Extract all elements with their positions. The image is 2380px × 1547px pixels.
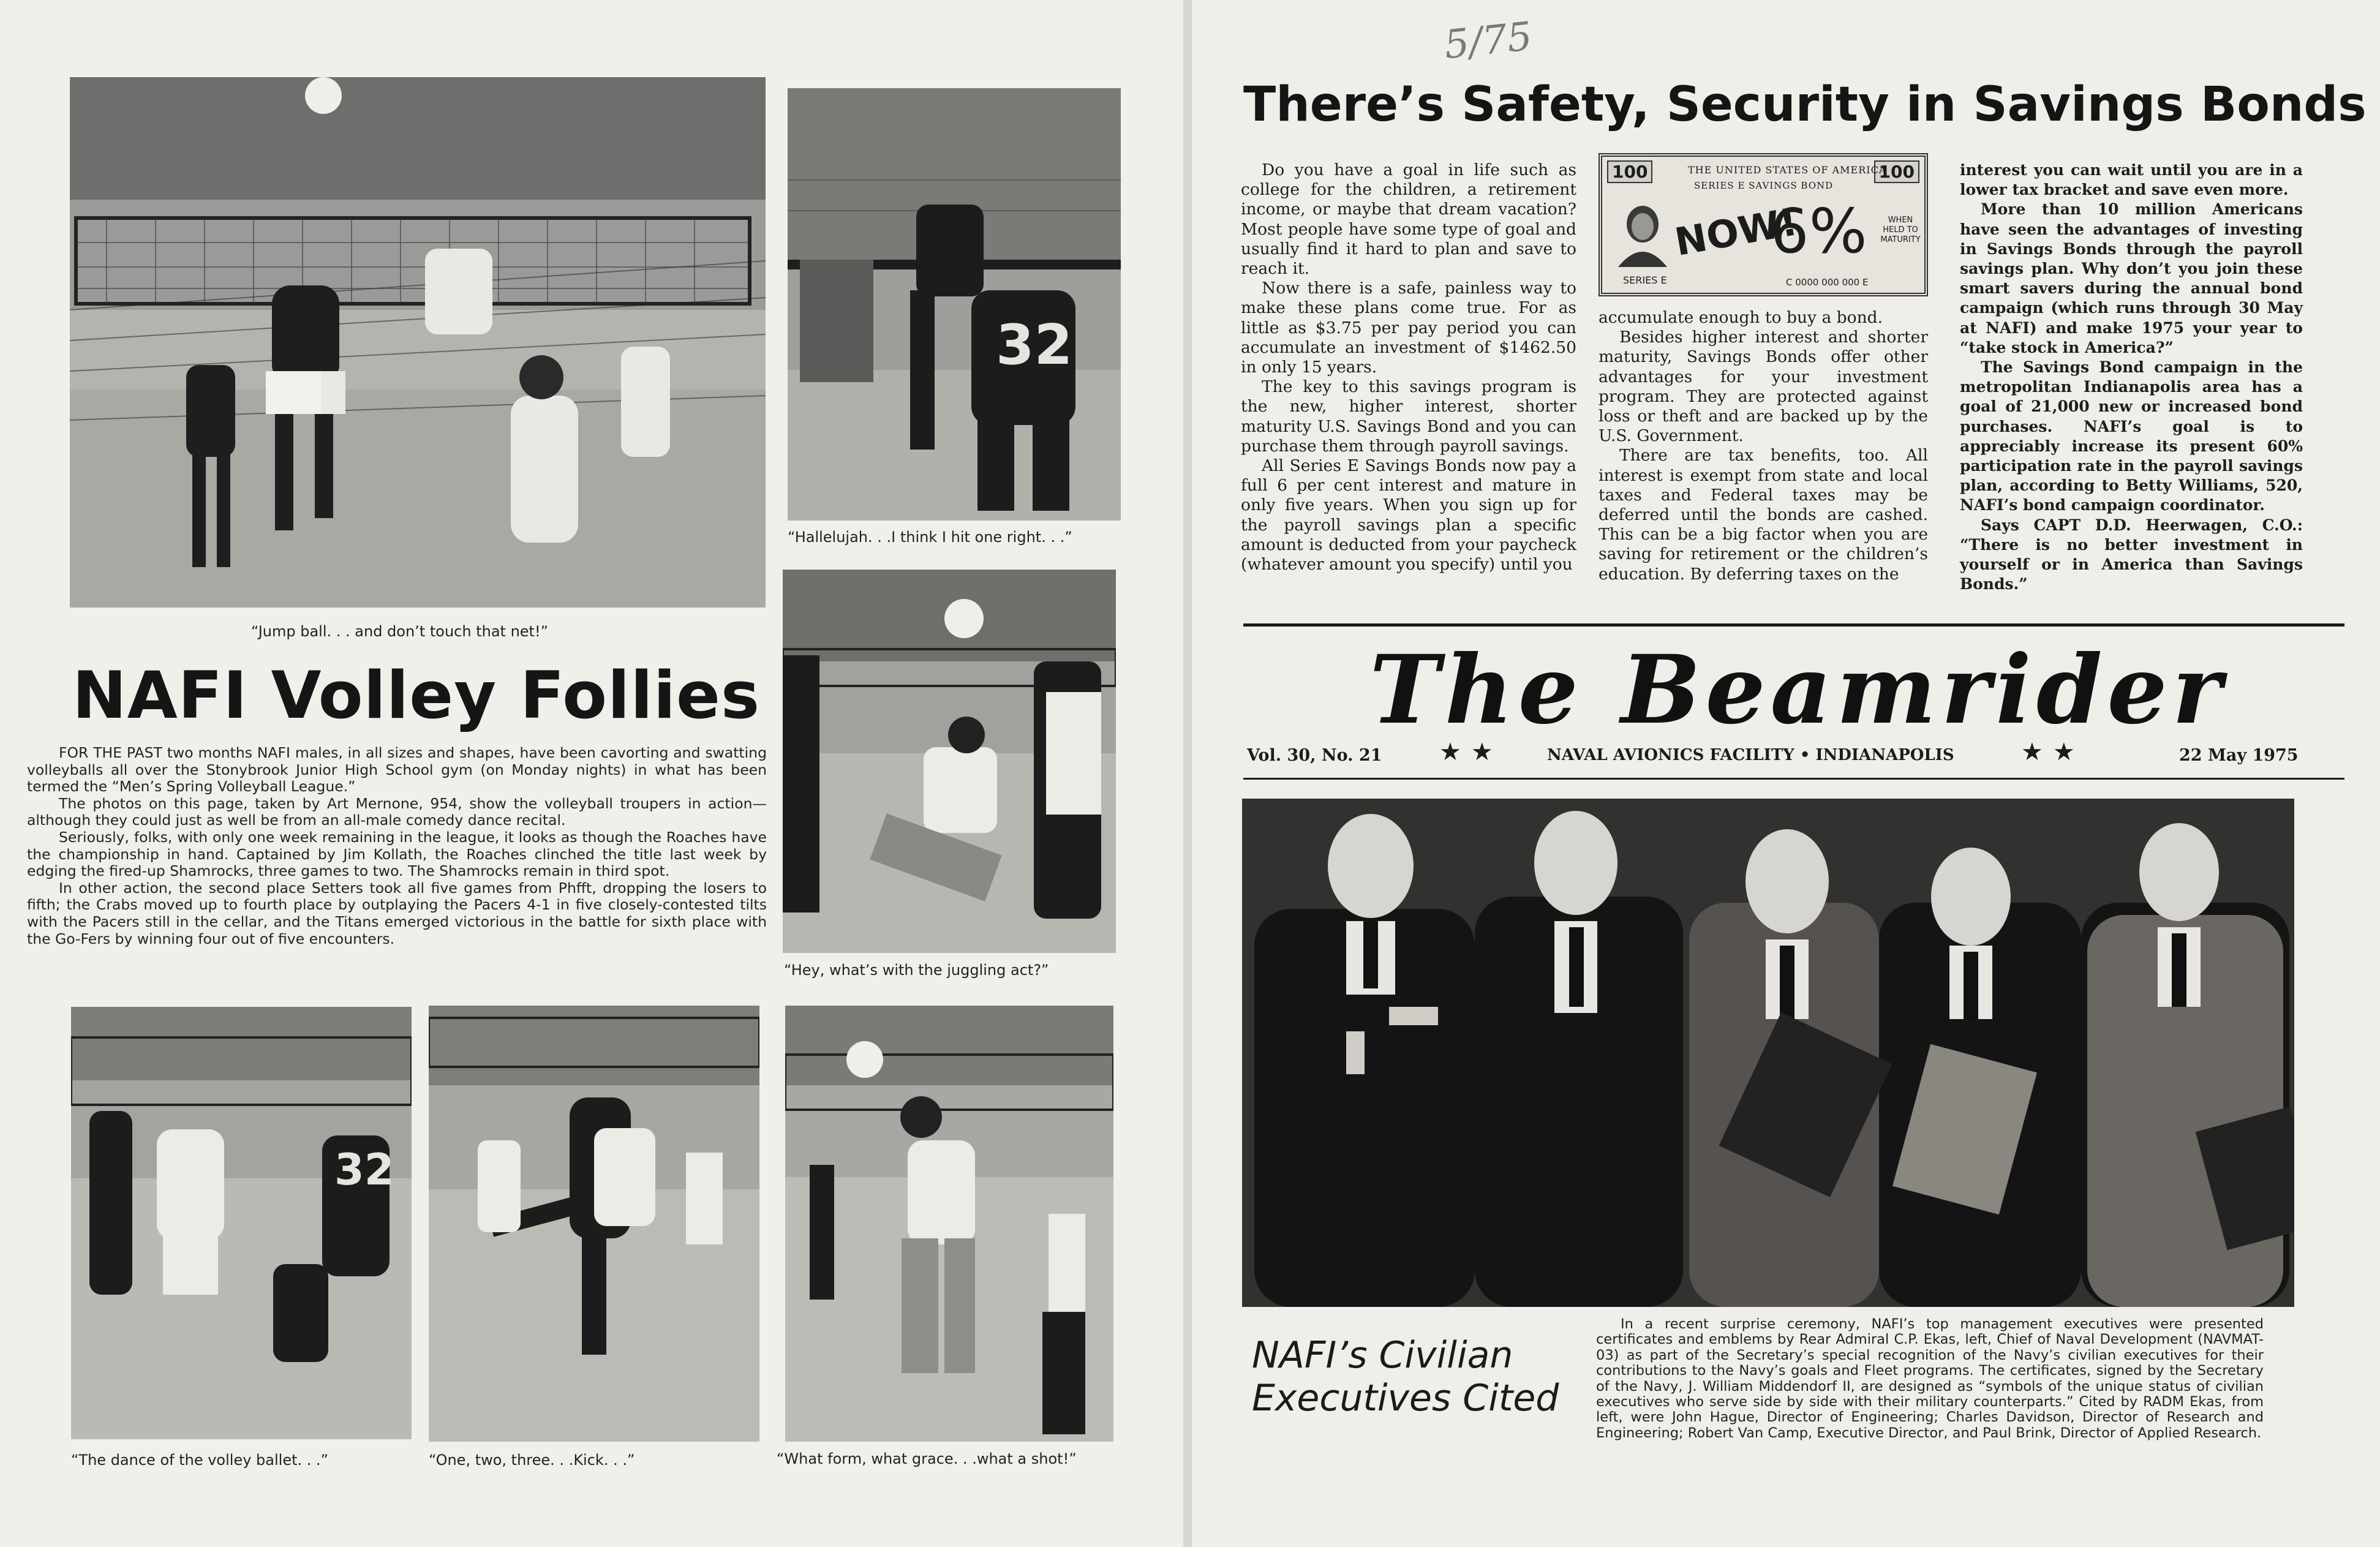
bond-header: THE UNITED STATES OF AMERICA — [1688, 164, 1887, 176]
exec-paragraph: In a recent surprise ceremony, NAFI’s top management executives were presented certificates and emblems by Rear Admiral C.P. Ekas, left, Chief of Naval Development (NAVMAT-03) as part of the Secretary’s special recognition of the Navy’s civilian executives for their contributions to the Navy’s goals and Fleet programs. The certificates, signed by the Secretary of the Navy, J. William Middendorf II, are designed as “symbols of the unique status of civilian executives who serve side by side with their military counterparts.” Cited by RADM Ekas, from left, were John Hague, Director of Engineering; Charles Davidson, Director of Research and Engineering; Robert Van Camp, Executive Director, and Paul Brink, Director of Applied Research. — [1596, 1316, 2264, 1441]
bond-serial: C 0000 000 000 E — [1786, 277, 1869, 288]
bond-series: SERIES E — [1623, 274, 1667, 286]
volleyball-photo-jump-ball — [70, 77, 766, 608]
bond-denomination: 100 — [1874, 160, 1919, 183]
caption-what-form: “What form, what grace. . .what a shot!” — [777, 1450, 1077, 1467]
bonds-paragraph: Says CAPT D.D. Heerwagen, C.O.: “There is no better investment in yourself or in America than Savings Bonds.” — [1960, 516, 2303, 593]
executives-article-body — [1596, 1317, 2264, 1441]
exec-headline-line: NAFI’s Civilian — [1252, 1334, 1513, 1377]
article-headline-volley-follies: NAFI Volley Follies — [72, 658, 761, 733]
masthead-rule-top — [1243, 623, 2344, 627]
volley-paragraph: In other action, the second place Setters took all five games from Phfft, dropping the losers to fifth; the Crabs moved up to fourth place by outplaying the Pacers 4-1 in five closely-contested tilts with the Pacers still in the cellar, and the Titans emerged victorious in the battle for sixth place with the Go-Fers by winning four out of five encounters. — [27, 879, 767, 947]
portrait-icon — [1614, 200, 1671, 267]
bonds-column-1 — [1241, 160, 1576, 574]
bonds-paragraph: accumulate enough to buy a bond. — [1599, 308, 1883, 327]
masthead-volume: Vol. 30, No. 21 — [1247, 746, 1382, 765]
bond-now-label: NOW! — [1671, 199, 1801, 265]
jersey-number-bottom: 32 — [334, 1145, 394, 1195]
bond-rate: 6% — [1770, 195, 1867, 267]
masthead-date: 22 May 1975 — [2179, 746, 2299, 765]
bonds-paragraph: interest you can wait until you are in a lower tax bracket and save even more. — [1960, 161, 2303, 199]
article-headline-savings-bonds: There’s Safety, Security in Savings Bonds — [1243, 77, 2367, 132]
bond-denomination: 100 — [1607, 160, 1652, 183]
bonds-paragraph: There are tax benefits, too. All interest is exempt from state and local taxes and Federal taxes may be deferred until the bonds are cashed. This can be a big factor when you are saving for retirement or the children’s education. By deferring taxes on the — [1599, 446, 1928, 584]
left-page — [0, 0, 1183, 1547]
volleyball-photo-hallelujah — [788, 88, 1121, 521]
caption-jump-ball: “Jump ball. . . and don’t touch that net!” — [251, 623, 549, 640]
exec-headline-line: Executives Cited — [1252, 1377, 1559, 1420]
bond-header: SERIES E SAVINGS BOND — [1694, 180, 1834, 191]
bonds-paragraph: The key to this savings program is the new, higher interest, shorter maturity U.S. Savings Bond and you can purchase them through payroll savings. — [1241, 377, 1576, 456]
masthead-publisher: NAVAL AVIONICS FACILITY • INDIANAPOLIS — [1547, 746, 1954, 764]
masthead-rule-bottom — [1243, 778, 2344, 780]
masthead-title: The Beamrider — [1369, 634, 2227, 745]
bond-held-note: WHEN HELD TO MATURITY — [1880, 216, 1921, 244]
caption-juggling: “Hey, what’s with the juggling act?” — [784, 962, 1049, 979]
volleyball-photo-juggling — [783, 570, 1116, 953]
volleyball-photo-ballet — [71, 1007, 412, 1439]
handwritten-date-note: 5/75 — [1442, 13, 1535, 69]
masthead-stars-right: ★★ — [2021, 738, 2085, 766]
bonds-column-3 — [1960, 160, 2303, 594]
executives-group-photo — [1242, 799, 2294, 1307]
page-spine — [1183, 0, 1192, 1547]
bonds-paragraph: Besides higher interest and shorter maturity, Savings Bonds offer other advantages for your investment program. They are protected against loss or theft and are backed up by the U.S. Government. — [1599, 328, 1928, 446]
article-headline-civilian-executives — [1252, 1334, 1595, 1420]
volley-paragraph: FOR THE PAST two months NAFI males, in all sizes and shapes, have been cavorting and swatting volleyballs all over the Stonybrook Junior High School gym (on Monday nights) in what has been termed the “Men’s Spring Volleyball League.” — [27, 744, 767, 796]
right-page — [1192, 0, 2380, 1547]
caption-kick: “One, two, three. . .Kick. . .” — [429, 1451, 635, 1469]
bonds-paragraph: All Series E Savings Bonds now pay a full 6 per cent interest and mature in only five years. When you sign up for the payroll savings plan a specific amount is deducted from your paycheck (whatever amount you specify) until you — [1241, 456, 1576, 574]
volley-paragraph: Seriously, folks, with only one week remaining in the league, it looks as though the Roaches have the championship in hand. Captained by Jim Kollath, the Roaches clinched the title last week by edging the fired-up Shamrocks, three games to two. The Shamrocks remain in third spot. — [27, 828, 767, 880]
jersey-number-top: 32 — [996, 313, 1073, 377]
bonds-paragraph: The Savings Bond campaign in the metropolitan Indianapolis area has a goal of 21,000 new or increased bond purchases. NAFI’s goal is to appreciably increase its present 60% participation rate in the payroll savings plan, according to Betty Williams, 520, NAFI’s bond campaign coordinator. — [1960, 358, 2303, 514]
bonds-paragraph: More than 10 million Americans have seen the advantages of investing in Savings Bonds through the payroll savings plan. Why don’t you join these smart savers during the annual bond campaign (which runs through 30 May at NAFI) and make 1975 your year to “take stock in America?” — [1960, 200, 2303, 356]
volley-article-body — [27, 745, 767, 947]
volley-paragraph: The photos on this page, taken by Art Mernone, 954, show the volleyball troupers in action—although they could just as well be from an all-male comedy dance recital. — [27, 794, 767, 829]
bonds-column-2 — [1599, 308, 1928, 584]
bonds-paragraph: Do you have a goal in life such as college for the children, a retirement income, or maybe that dream vacation? Most people have some type of goal and usually find it hard to plan and save to reach it. — [1241, 160, 1576, 279]
masthead-stars-left: ★★ — [1439, 738, 1503, 766]
volleyball-photo-what-form — [785, 1006, 1113, 1442]
volleyball-photo-kick — [429, 1006, 759, 1442]
bonds-paragraph: Now there is a safe, painless way to make these plans come true. For as little as $3.75 per pay period you can accumulate an investment of $1462.50 in only 15 years. — [1241, 279, 1576, 377]
caption-hallelujah: “Hallelujah. . .I think I hit one right. . .” — [788, 529, 1072, 546]
caption-ballet: “The dance of the volley ballet. . .” — [71, 1451, 329, 1469]
savings-bond-illustration — [1599, 153, 1928, 296]
